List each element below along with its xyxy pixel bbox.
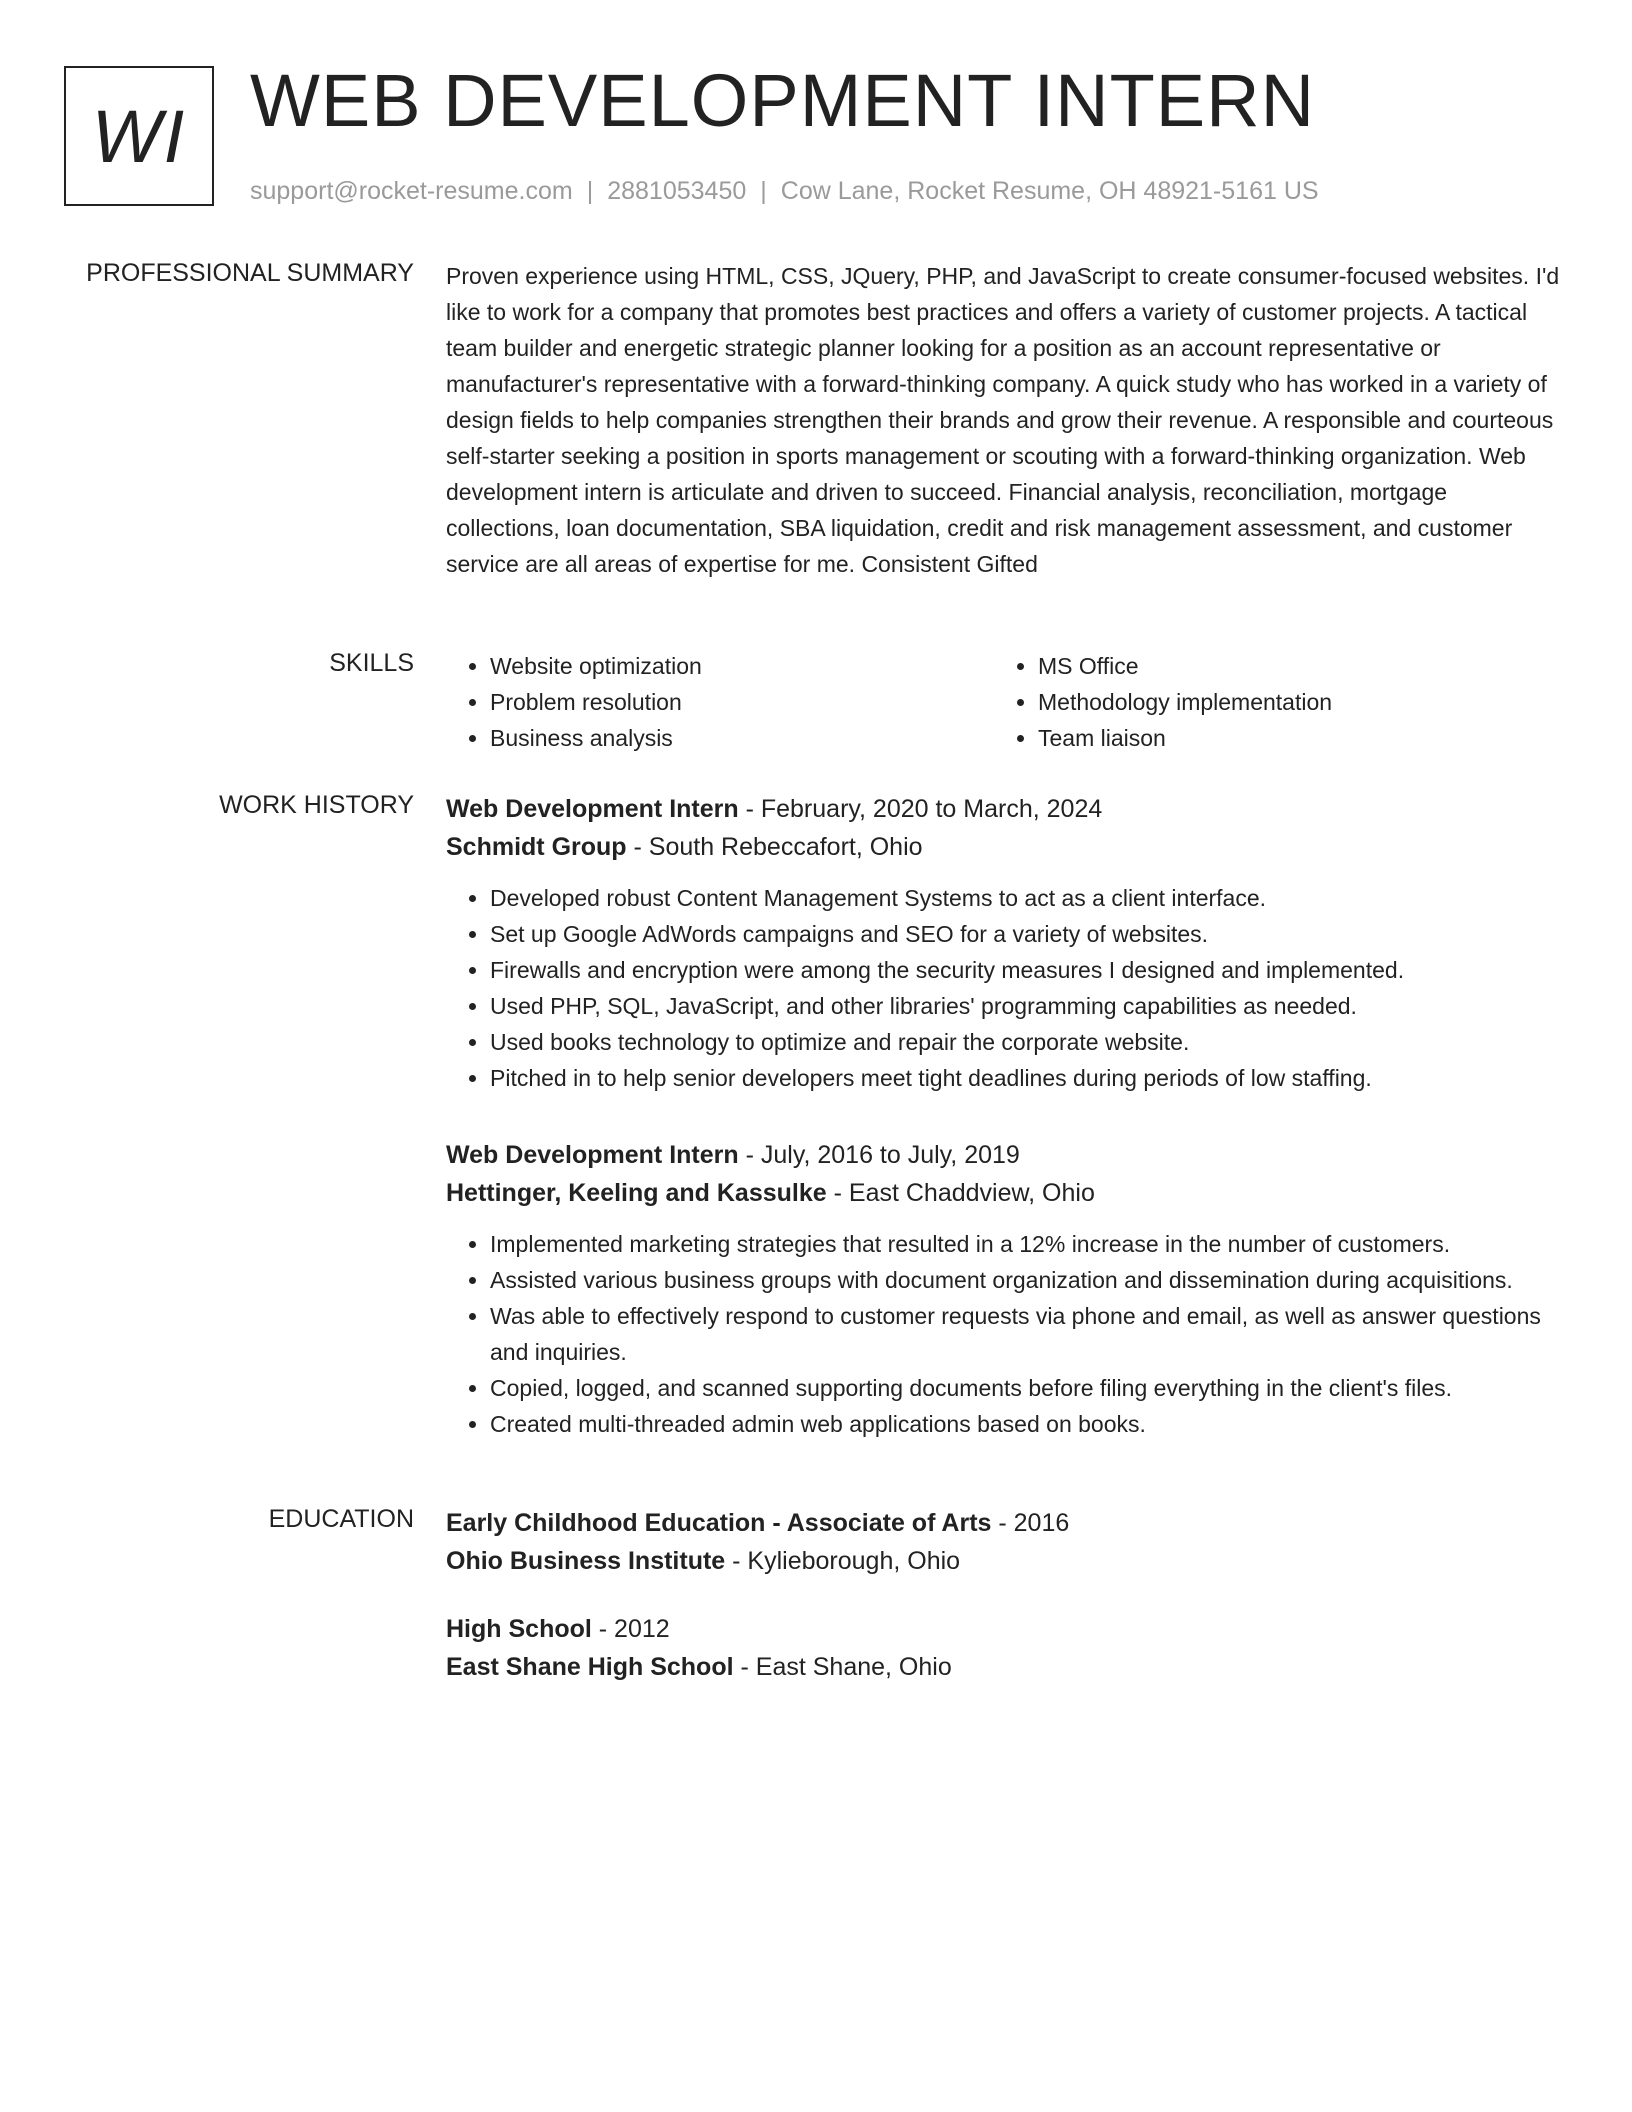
education-entry (446, 1610, 1566, 1686)
list-item: • Developed robust Content Management Systems to act as a client interface. (490, 880, 1566, 916)
list-item: • Copied, logged, and scanned supporting documents before filing everything in the client's files. (490, 1370, 1566, 1406)
education-entry (446, 1504, 1566, 1580)
list-item: • Used PHP, SQL, JavaScript, and other libraries' programming capabilities as needed. (490, 988, 1566, 1024)
job-dates: - February, 2020 to March, 2024 (738, 795, 1103, 823)
edu-school: East Shane High School (446, 1653, 734, 1681)
skills-list-right (994, 648, 1542, 756)
job-entry (446, 1136, 1566, 1442)
contact-line (250, 176, 1319, 206)
job-dates: - July, 2016 to July, 2019 (738, 1141, 1020, 1169)
job-entry (446, 790, 1566, 1096)
edu-school: Ohio Business Institute (446, 1547, 726, 1575)
edu-degree: High School (446, 1615, 592, 1643)
skill-item: • Problem resolution (490, 684, 994, 720)
skill-item: • Team liaison (1038, 720, 1542, 756)
list-item: • Was able to effectively respond to customer requests via phone and email, as well as answer questions and inquiries. (490, 1298, 1566, 1370)
contact-phone: 2881053450 (607, 177, 747, 205)
section-label-summary: PROFESSIONAL SUMMARY (86, 259, 414, 287)
list-item: • Assisted various business groups with document organization and dissemination during acquisitions. (490, 1262, 1566, 1298)
skills-list-left (446, 648, 994, 756)
section-label-work: WORK HISTORY (219, 791, 414, 819)
contact-separator: | (586, 177, 594, 205)
list-item: • Set up Google AdWords campaigns and SEO for a variety of websites. (490, 916, 1566, 952)
job-company: Hettinger, Keeling and Kassulke (446, 1179, 827, 1207)
contact-separator: | (760, 177, 767, 205)
section-label-skills: SKILLS (329, 649, 414, 677)
job-location: - East Chaddview, Ohio (826, 1179, 1095, 1207)
contact-email: support@rocket-resume.com (250, 177, 573, 205)
skill-item: • Business analysis (490, 720, 994, 756)
job-company: Schmidt Group (446, 833, 627, 861)
list-item: • Implemented marketing strategies that resulted in a 12% increase in the number of customers. (490, 1226, 1566, 1262)
list-item: • Pitched in to help senior developers meet tight deadlines during periods of low staffing. (490, 1060, 1566, 1096)
job-title: Web Development Intern (446, 795, 739, 823)
summary-text: Proven experience using HTML, CSS, JQuery, PHP, and JavaScript to create consumer-focused websites. I'd like to work for a company that promotes best practices and offers a variety of customer projects. A tactical team builder and energetic strategic planner looking for a position as an account representative or manufacturer's representative with a forward-thinking company. A quick study who has worked in a variety of design fields to help companies strengthen their brands and grow their revenue. A responsible and courteous self-starter seeking a position in sports management or scouting with a forward-thinking organization. Web development intern is articulate and driven to succeed. Financial analysis, reconciliation, mortgage collections, loan documentation, SBA liquidation, credit and risk management assessment, and customer service are all areas of expertise for me. Consistent Gifted (446, 263, 1560, 577)
skill-item: • Methodology implementation (1038, 684, 1542, 720)
job-bullets (446, 880, 1566, 1096)
edu-year: - 2012 (591, 1615, 670, 1643)
contact-address: Cow Lane, Rocket Resume, OH 48921-5161 US (780, 177, 1319, 205)
edu-year: - 2016 (991, 1509, 1070, 1537)
list-item: • Firewalls and encryption were among the security measures I designed and implemented. (490, 952, 1566, 988)
list-item: • Used books technology to optimize and repair the corporate website. (490, 1024, 1566, 1060)
skill-item: • MS Office (1038, 648, 1542, 684)
job-title: Web Development Intern (446, 1141, 739, 1169)
page-title: WEB DEVELOPMENT INTERN (250, 59, 1316, 142)
edu-location: - East Shane, Ohio (733, 1653, 952, 1681)
edu-location: - Kylieborough, Ohio (725, 1547, 961, 1575)
section-label-education: EDUCATION (268, 1505, 414, 1533)
edu-degree: Early Childhood Education - Associate of Arts (446, 1509, 992, 1537)
list-item: • Created multi-threaded admin web applications based on books. (490, 1406, 1566, 1442)
job-bullets (446, 1226, 1566, 1442)
monogram-badge: WI (64, 66, 214, 206)
job-location: - South Rebeccafort, Ohio (626, 833, 923, 861)
skill-item: • Website optimization (490, 648, 994, 684)
